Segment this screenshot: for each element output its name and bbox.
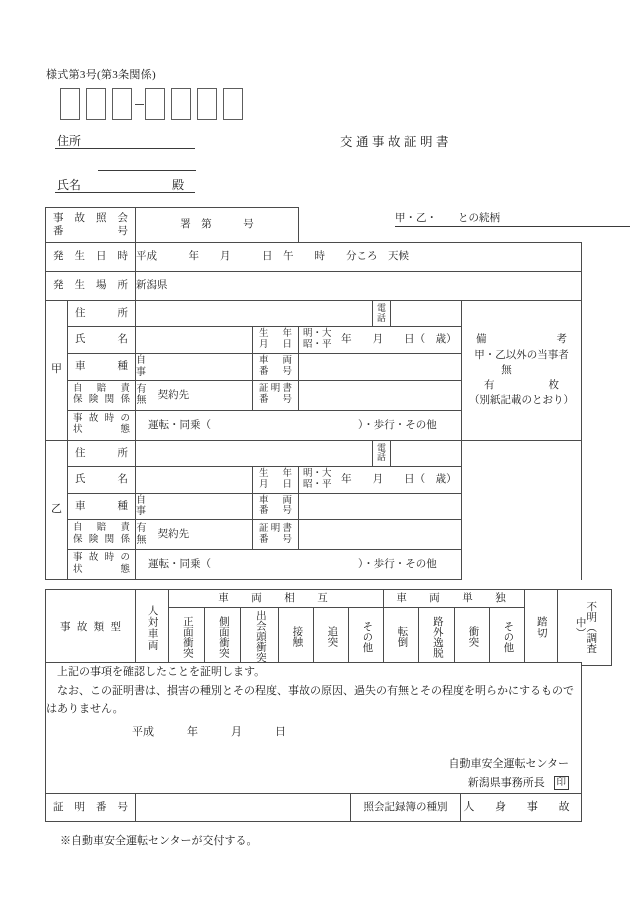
party-a-label: 甲 [46, 301, 68, 441]
party-b-plate-label [253, 493, 299, 520]
accident-type-group-row [46, 590, 612, 608]
group-vehicle-single-header: 車 両 単 独 [384, 590, 525, 608]
certificate-number-boxes[interactable] [60, 88, 249, 120]
accident-type-side-collision[interactable] [205, 608, 241, 666]
plate-label-line2: 番 号 [259, 366, 292, 377]
rear-end-text: 追突 [326, 626, 338, 647]
certificate-number-label [46, 794, 136, 822]
occurrence-place-label [46, 272, 136, 301]
inquiry-number-label-cell [46, 208, 136, 243]
birth-label-line1: 生 年 [259, 329, 292, 339]
insurance-contract-label: 契約先 [157, 389, 190, 401]
party-b-address-label [68, 440, 136, 466]
cert-no-label-line2: 番 号 [259, 395, 292, 406]
party-b-address-value[interactable] [136, 440, 373, 466]
party-a-address-label [68, 301, 136, 327]
record-type-value[interactable]: 人 身 事 故 [461, 794, 582, 822]
name-label-text: 氏 名 [75, 334, 128, 346]
number-box-2[interactable] [86, 88, 106, 120]
plate-label-line1-b: 車 両 [259, 495, 292, 506]
occurrence-datetime-label-text: 発 生 日 時 [53, 251, 128, 263]
party-b-insurance-label [68, 520, 136, 550]
person-vs-vehicle-text: 人対車両 [146, 604, 158, 651]
party-b-vehicle-type-value[interactable] [136, 493, 253, 520]
party-a-plate-value[interactable] [299, 353, 462, 380]
birth-label-line2: 月 日 [259, 339, 292, 350]
party-a-insurance-choices[interactable] [136, 384, 147, 407]
accident-type-unknown[interactable] [558, 590, 612, 666]
accident-type-person-vs-vehicle[interactable] [136, 590, 169, 666]
accident-type-contact[interactable] [279, 608, 314, 666]
party-a-birth-value[interactable] [299, 327, 462, 354]
accident-type-railway-crossing[interactable] [525, 590, 558, 666]
unknown-text: 不明（調査中） [574, 601, 597, 654]
birth-label-line1-b: 生 年 [259, 468, 292, 479]
occurrence-place-value[interactable]: 新潟県 [136, 272, 582, 301]
applicant-name-line[interactable] [55, 192, 195, 193]
condition-label-line1-b: 事故時の [73, 553, 130, 564]
accident-type-table [45, 589, 612, 666]
plate-label-line1: 車 両 [259, 355, 292, 366]
vehicle-type-ji2-b: 事 [136, 506, 146, 518]
row-a-address [46, 301, 582, 327]
address-label-text-b: 住 所 [75, 447, 128, 459]
row-inquiry-number [46, 208, 582, 243]
address-label-text: 住 所 [75, 307, 128, 319]
applicant-name-label: 氏名 [57, 178, 82, 192]
occurrence-place-label-text: 発 生 場 所 [53, 280, 128, 292]
birth-era-line1-b: 明・大 [303, 468, 332, 479]
condition-label-line1: 事故時の [73, 413, 130, 424]
certification-paragraph-2: なお、この証明書は、損害の種別とその程度、事故の原因、過失の有無とその程度を明らかにするものではありません。 [46, 684, 574, 716]
remarks-line4: （別紙記載のとおり） [469, 395, 574, 407]
document-title: 交通事故証明書 [340, 135, 453, 149]
issuer-organization: 自動車安全運転センター [448, 757, 570, 770]
road-departure-text: 路外逸脱 [431, 615, 443, 658]
overturn-text: 転倒 [396, 626, 408, 647]
party-a-address-value[interactable] [136, 301, 373, 327]
party-a-condition-label [68, 410, 136, 440]
remarks-cell [462, 301, 582, 441]
insurance-no[interactable]: 無 [136, 395, 147, 407]
vehicle-type-ji-b: 自 [136, 494, 146, 506]
issuance-note: ※自動車安全運転センターが交付する。 [60, 835, 258, 847]
frontal-collision-text: 正面衝突 [181, 615, 193, 658]
accident-type-single-other[interactable] [490, 608, 525, 666]
group-vehicle-mutual-header: 車 両 相 互 [169, 590, 384, 608]
applicant-address-label: 住所 [57, 134, 82, 148]
issuer-office-text: 新潟県事務所長 [467, 777, 545, 789]
contact-text: 接触 [291, 626, 303, 647]
party-a-vehicle-type-value[interactable] [136, 353, 253, 380]
accident-type-mutual-other[interactable] [349, 608, 384, 666]
applicant-address-line[interactable] [55, 148, 195, 149]
remarks-cell-continued [462, 440, 582, 580]
insurance-yes-b[interactable]: 有 [136, 523, 147, 535]
party-b-condition-value[interactable]: 運転・同乗（ ）・歩行・その他 [136, 550, 462, 580]
birth-era-line2: 昭・平 [303, 339, 332, 350]
occurrence-datetime-value[interactable]: 平成 年 月 日 午 時 分ころ 天候 [136, 243, 582, 272]
party-b-cert-no-value[interactable] [299, 520, 462, 550]
applicant-address-line-2[interactable] [98, 170, 196, 171]
row-occurrence-datetime [46, 243, 582, 272]
vehicle-type-ji2: 事 [136, 366, 146, 378]
party-b-insurance-value[interactable] [136, 520, 253, 550]
accident-type-label [46, 590, 136, 666]
insurance-label-line1-b: 自 賠 責 [73, 523, 130, 534]
party-a-cert-no-label [253, 380, 299, 410]
seal-stamp-icon: 印 [554, 776, 570, 790]
party-a-name-value[interactable] [136, 327, 253, 354]
single-other-text: その他 [502, 620, 514, 653]
side-collision-text: 側面衝突 [217, 615, 229, 658]
party-a-cert-no-value[interactable] [299, 380, 462, 410]
condition-label-line2: 状 態 [73, 425, 130, 436]
mutual-other-text: その他 [361, 620, 373, 653]
party-b-name-value[interactable] [136, 466, 253, 493]
party-a-phone-value[interactable] [391, 301, 462, 327]
record-type-label: 照会記録簿の種別 [351, 794, 461, 822]
issuer-block [46, 755, 581, 794]
party-b-condition-label [68, 550, 136, 580]
party-a-insurance-value[interactable] [136, 380, 253, 410]
party-b-label: 乙 [46, 440, 68, 580]
party-a-plate-label [253, 353, 299, 380]
accident-type-rear-end[interactable] [314, 608, 349, 666]
party-b-birth-label [253, 466, 299, 493]
party-a-name-label [68, 327, 136, 354]
party-a-insurance-label [68, 380, 136, 410]
certification-table [45, 662, 582, 822]
party-a-birth-label [253, 327, 299, 354]
relation-text: 甲・乙・ との続柄 [395, 212, 630, 227]
accident-type-label-text: 事 故 類 型 [60, 621, 121, 633]
insurance-contract-label-b: 契約先 [157, 529, 190, 541]
birth-label-line2-b: 月 日 [259, 479, 292, 490]
issuer-office [46, 774, 569, 793]
insurance-no-b[interactable]: 無 [136, 534, 147, 546]
form-number: 様式第3号(第3条関係) [46, 69, 156, 81]
vehicle-type-label-text: 車 種 [75, 361, 128, 373]
vehicle-type-ji: 自 [136, 355, 146, 367]
accident-type-head-on-encounter[interactable] [241, 608, 279, 666]
cert-no-label-line1: 証明書 [259, 384, 292, 395]
applicant-honorific: 殿 [172, 178, 185, 192]
row-b-address [46, 440, 582, 466]
remarks-line1: 甲・乙以外の当事者 [474, 349, 569, 361]
certification-row [46, 663, 582, 794]
party-a-phone-label: 電 話 [373, 301, 391, 327]
plate-label-line2-b: 番 号 [259, 506, 292, 517]
accident-type-road-departure[interactable] [419, 608, 455, 666]
birth-era-line2-b: 昭・平 [303, 479, 332, 490]
insurance-label-line1: 自 賠 責 [73, 383, 130, 394]
cert-no-label-line1-b: 証明書 [259, 523, 292, 534]
main-form-table [45, 207, 582, 580]
footer-row [46, 794, 582, 822]
row-occurrence-place [46, 272, 582, 301]
party-b-phone-label: 電 話 [373, 440, 391, 466]
insurance-label-line2: 保険関係 [73, 395, 130, 406]
party-b-plate-value[interactable] [299, 493, 462, 520]
inquiry-number-label-line2: 番 号 [53, 226, 128, 237]
cert-no-label-line2-b: 番 号 [259, 534, 292, 545]
condition-label-line2-b: 状 態 [73, 564, 130, 575]
party-b-birth-value[interactable] [299, 466, 462, 493]
party-b-phone-value[interactable] [391, 440, 462, 466]
head-on-encounter-text: 出会頭衝突 [254, 610, 266, 663]
accident-type-frontal-collision[interactable] [169, 608, 205, 666]
accident-type-single-collision[interactable] [455, 608, 490, 666]
inquiry-number-label-line1: 事 故 照 会 [53, 212, 128, 224]
party-a-vehicle-type-label [68, 353, 136, 380]
insurance-yes[interactable]: 有 [136, 383, 147, 395]
remarks-line2[interactable]: 無 [501, 364, 512, 376]
birth-date-value-b[interactable]: 年 月 日（ 歳） [341, 474, 457, 486]
certification-date[interactable]: 平成 年 月 日 [132, 726, 286, 739]
number-box-6[interactable] [197, 88, 217, 120]
certification-statement [46, 663, 582, 794]
party-b-cert-no-label [253, 520, 299, 550]
railway-crossing-text: 踏切 [535, 616, 547, 639]
certification-paragraph-1: 上記の事項を確認したことを証明します。 [57, 666, 266, 678]
number-box-1[interactable] [60, 88, 80, 120]
party-b-insurance-choices[interactable] [136, 523, 147, 546]
birth-era-line1: 明・大 [303, 329, 332, 339]
party-b-name-label [68, 466, 136, 493]
number-box-7[interactable] [223, 88, 243, 120]
vehicle-type-label-text-b: 車 種 [75, 500, 128, 512]
remarks-line3[interactable]: 有 枚 [484, 379, 559, 391]
number-separator-dash [135, 104, 144, 105]
name-label-text-b: 氏 名 [75, 474, 128, 486]
single-collision-text: 衝突 [467, 626, 479, 647]
number-box-4[interactable] [145, 88, 165, 120]
accident-type-overturn[interactable] [384, 608, 419, 666]
relation-cell[interactable] [299, 208, 582, 243]
station-number-cell[interactable]: 署 第 号 [136, 208, 299, 243]
certificate-number-value[interactable] [136, 794, 351, 822]
insurance-label-line2-b: 保険関係 [73, 534, 130, 545]
birth-date-value[interactable]: 年 月 日（ 歳） [341, 334, 457, 346]
number-box-3[interactable] [112, 88, 132, 120]
party-a-condition-value[interactable]: 運転・同乗（ ）・歩行・その他 [136, 410, 462, 440]
certificate-number-label-text: 証 明 番 号 [53, 802, 128, 814]
occurrence-datetime-label [46, 243, 136, 272]
remarks-title: 備 考 [476, 334, 567, 346]
party-b-vehicle-type-label [68, 493, 136, 520]
number-box-5[interactable] [171, 88, 191, 120]
